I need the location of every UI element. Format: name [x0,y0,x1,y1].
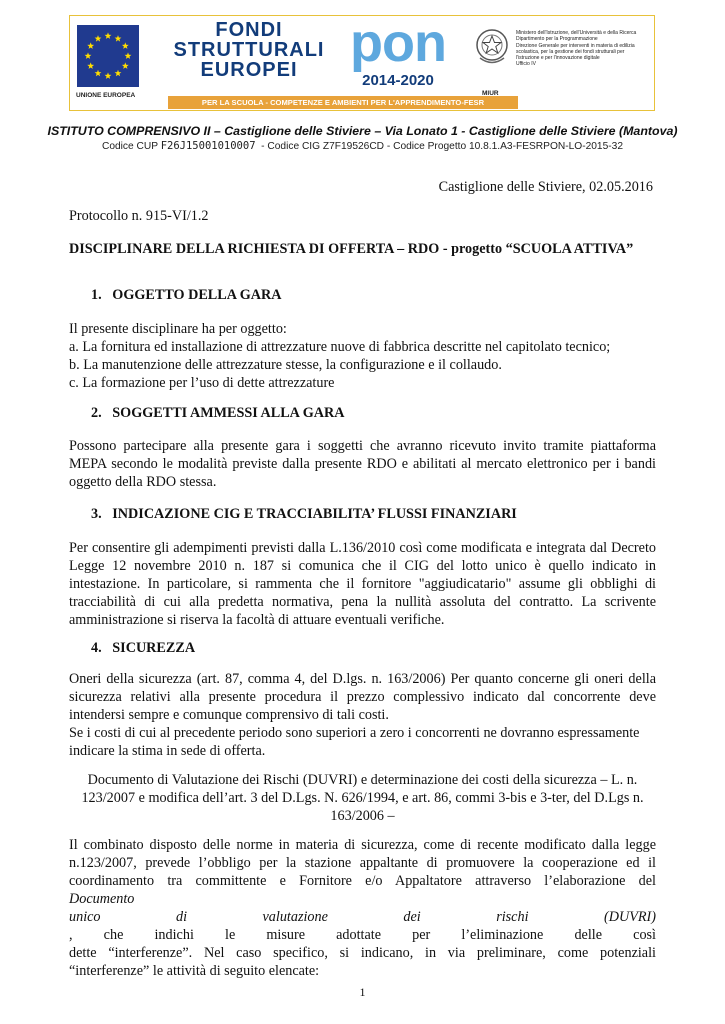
ministry-line: scolastica, per la gestione dei fondi strutturali per [516,48,625,55]
duvri-line: 163/2006 – [330,808,395,824]
duvri-italic: unico di valutazione dei rischi (DUVRI) [69,909,656,925]
section-2-body [69,437,656,491]
duvri-line: 123/2007 e modifica dell’art. 3 del D.Lgs. N. 626/1994, e art. 86, commi 3-bis e 3-ter, del D.Lgs n. [81,790,644,806]
page-number: 1 [359,985,366,999]
codes-prefix: Codice CUP [101,141,161,152]
section-1-line: b. La manutenzione delle attrezzature stesse, la configurazione e il collaudo. [69,357,502,373]
eu-star [125,52,132,59]
section-1-line: a. La fornitura ed installazione di attrezzature nuove di fabbrica descritte nel capitolato tecnico; [69,339,611,355]
section-3-line: Legge 12 novembre 2010 n. 187 si comunica che il CIG del lotto unico è quello indicato in [69,558,656,574]
eu-stars [77,25,139,87]
eu-star [95,35,102,42]
final-paragraph [69,836,656,980]
section-3-body [69,539,656,629]
final-text: coordinamento tra committente e Fornitore e/o Appaltatore attraverso l’elaborazione del [69,873,656,889]
section-1-line: c. La formazione per l’uso di dette attrezzature [69,375,335,391]
ministry-line: l'istruzione e per l'innovazione digitale [516,55,600,62]
section-3-line: tracciabilità di cui alla predetta normativa, pena la nullità assoluta del contratto. La scrivente [69,594,656,610]
section-4-line: Oneri della sicurezza (art. 87, comma 4, del D.lgs. n. 163/2006) Per quanto concerne gli oneri della [69,671,656,687]
section-4-line: intendersi sempre e comunque comprensivo di tali costi. [69,707,389,723]
eu-star [87,42,94,49]
section-4-body [69,670,656,760]
ministry-line: Ufficio IV [516,61,536,68]
section-2-heading: 2. SOGGETTI AMMESSI ALLA GARA [91,405,345,421]
eu-star [85,52,92,59]
eu-star [87,62,94,69]
fondi-line-3: EUROPEI [200,59,298,81]
document-title: DISCIPLINARE DELLA RICHIESTA DI OFFERTA – RDO - progetto “SCUOLA ATTIVA” [69,241,634,257]
section-4-line: sicurezza relativi alla presente procedura il prezzo complessivo indicato dal concorrente deve [69,689,656,705]
eu-star [115,35,122,42]
section-2-line: MEPA secondo le modalità previste dalla presente RDO e abilitati al mercato elettronico per i bandi [69,456,656,472]
ministry-text [516,30,648,68]
ministry-line: Ministero dell'Istruzione, dell'Università e della Ricerca [516,30,637,36]
fondi-strutturali-logo [168,20,330,80]
funding-banner [69,15,655,111]
section-4-line: Se i costi di cui al precedente periodo sono superiori a zero i concorrenti ne dovranno espressamente [69,725,640,741]
final-line: dette “interferenze”. Nel caso specifico, si indicano, in via preliminare, come potenziali [69,945,656,961]
section-3-line: Per consentire gli adempimenti previsti dalla L.136/2010 così come modificata e integrata dal Decreto [69,540,656,556]
project-codes [0,140,725,152]
italian-republic-emblem-icon [474,27,510,67]
ministry-line: Dipartimento per la Programmazione [516,36,598,43]
protocol-number: Protocollo n. 915-VI/1.2 [69,208,209,224]
section-4-heading: 4. SICUREZZA [91,640,196,656]
duvri-heading [69,771,656,825]
section-1-body [69,320,669,392]
section-3-heading: 3. INDICAZIONE CIG E TRACCIABILITA’ FLUSSI FINANZIARI [91,506,517,522]
pon-subtitle-bar: PER LA SCUOLA - COMPETENZE E AMBIENTI PER L'APPRENDIMENTO-FESR [168,96,518,109]
final-line: “interferenze” le attività di seguito elencate: [69,963,320,979]
final-line [69,908,656,944]
section-3-line: intestazione. In particolare, si rammenta che il fornitore "aggiudicatario" assume gli obblighi di [69,576,656,592]
duvri-line: Documento di Valutazione dei Rischi (DUVRI) e determinazione dei costi della sicurezza – L. n. [87,772,638,788]
institute-header: ISTITUTO COMPRENSIVO II – Castiglione delle Stiviere – Via Lonato 1 - Castiglione delle Stiviere (Mantova) [47,124,678,138]
pon-years: 2014-2020 [362,72,434,89]
eu-star [95,70,102,77]
section-2-line: oggetto della RDO stessa. [69,474,217,490]
final-text: , che indichi le misure adottate per l’eliminazione delle così [69,927,656,943]
cup-code: F26J15001010007 [160,140,256,152]
fondi-line-2: STRUTTURALI [173,39,325,61]
section-3-line: amministrazione si riserva la facoltà di attuare eventuali verifiche. [69,612,445,628]
eu-star [115,70,122,77]
pon-logo [338,13,458,96]
codes-suffix: - Codice CIG Z7F19526CD - Codice Progetto 10.8.1.A3-FESRPON-LO-2015-32 [255,141,623,152]
eu-star [122,62,129,69]
pon-word: pon [350,13,446,73]
final-line [69,872,656,908]
eu-star [122,42,129,49]
section-4-line: indicare la stima in sede di offerta. [69,743,266,759]
section-1-line: Il presente disciplinare ha per oggetto: [69,321,287,337]
section-1-heading: 1. OGGETTO DELLA GARA [91,287,282,303]
eu-star [105,72,112,79]
eu-star [105,32,112,39]
eu-flag-icon [77,25,139,87]
eu-label: UNIONE EUROPEA [76,92,136,99]
place-date: Castiglione delle Stiviere, 02.05.2016 [438,179,653,195]
section-2-line: Possono partecipare alla presente gara i soggetti che avranno ricevuto invito tramite piattaforma [69,438,656,454]
miur-label: MIUR [482,90,499,97]
fondi-line-1: FONDI [215,19,283,41]
duvri-italic: Documento [69,891,135,907]
ministry-line: Direzione Generale per interventi in materia di edilizia [516,42,635,49]
final-line: n.123/2007, prevede l’obbligo per la stazione appaltante di promuovere la cooperazione ed il [69,855,656,871]
final-line: Il combinato disposto delle norme in materia di sicurezza, come di recente modificato dalla legge [69,837,656,853]
